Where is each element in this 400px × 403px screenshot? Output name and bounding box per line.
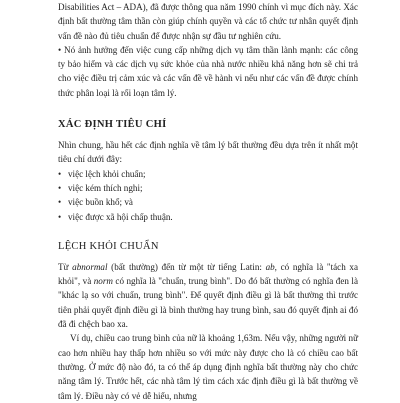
term-norm: norm [93,276,113,287]
text-run: Từ [58,261,73,272]
text-run: (bất thường) đến từ một từ tiếng Latin: [107,261,266,272]
intro-paragraph: Disabilities Act – ADA), đã được thông qua năm 1990 chính vì mục đích này. Xác định bất thường tâm thần còn giúp chính quyền và các tổ chức tư nhân quyết định vấn đề nào đủ tiêu chuẩn để được nhận sự đầu tư nghiên cứu. [58,2,358,41]
section-heading-criteria: XÁC ĐỊNH TIÊU CHÍ [58,119,167,131]
bullet-paragraph: • Nó ảnh hưởng đến việc cung cấp những dịch vụ tâm thần lành mạnh: các công ty bảo hiểm và các dịch vụ sức khỏe của nhà nước nhiều khả năng hơn sẽ chi trả cho việc điều trị cảm xúc và các vấn đề về hành vi nếu như các vấn đề được chính thức phân loại là rối loạn tâm lý. [58,44,358,98]
term-ab: ab [265,261,275,272]
term-abnormal: abnormal [72,261,108,272]
criteria-lead: Nhìn chung, hầu hết các định nghĩa về tâm lý bất thường đều dựa trên ít nhất một tiêu chí dưới đây: [58,140,358,165]
criteria-item: • việc được xã hội chấp thuận. [58,210,358,224]
criteria-list [58,167,358,224]
criteria-item: • việc lệch khỏi chuẩn; [58,167,358,181]
criteria-item: • việc buồn khổ; và [58,195,358,209]
criteria-item: • việc kém thích nghi; [58,181,358,195]
section-heading-deviation: LỆCH KHỎI CHUẨN [58,240,159,252]
deviation-paragraph-1 [58,260,358,331]
deviation-paragraph-2: Ví dụ, chiều cao trung bình của nữ là khoảng 1,63m. Nếu vậy, những người nữ cao hơn nhiều hay thấp hơn nhiều so với mức này được cho là có chiều cao bất thường. Ở mức độ nào đó, ta có thể áp dụng định nghĩa bất thường này cho chức năng tâm lý. Trước hết, các nhà tâm lý tìm cách xác định điều gì là bất thường về tâm lý. Điều này có vẻ dễ hiểu, nhưng [58,333,358,401]
text-column [58,0,358,403]
text-run: có nghĩa là "chuẩn, trung bình". Do đó bất thường có nghĩa đen là "khác lạ so với chuẩn, trung bình". Để quyết định điều gì là bất thường thì trước tiên phải quyết định điều gì là bình thường hay trung bình, sau đó quyết định ai đó đã đi chệch bao xa. [58,276,358,330]
text-run: , có nghĩa là "tách xa khỏi", và [58,261,358,287]
